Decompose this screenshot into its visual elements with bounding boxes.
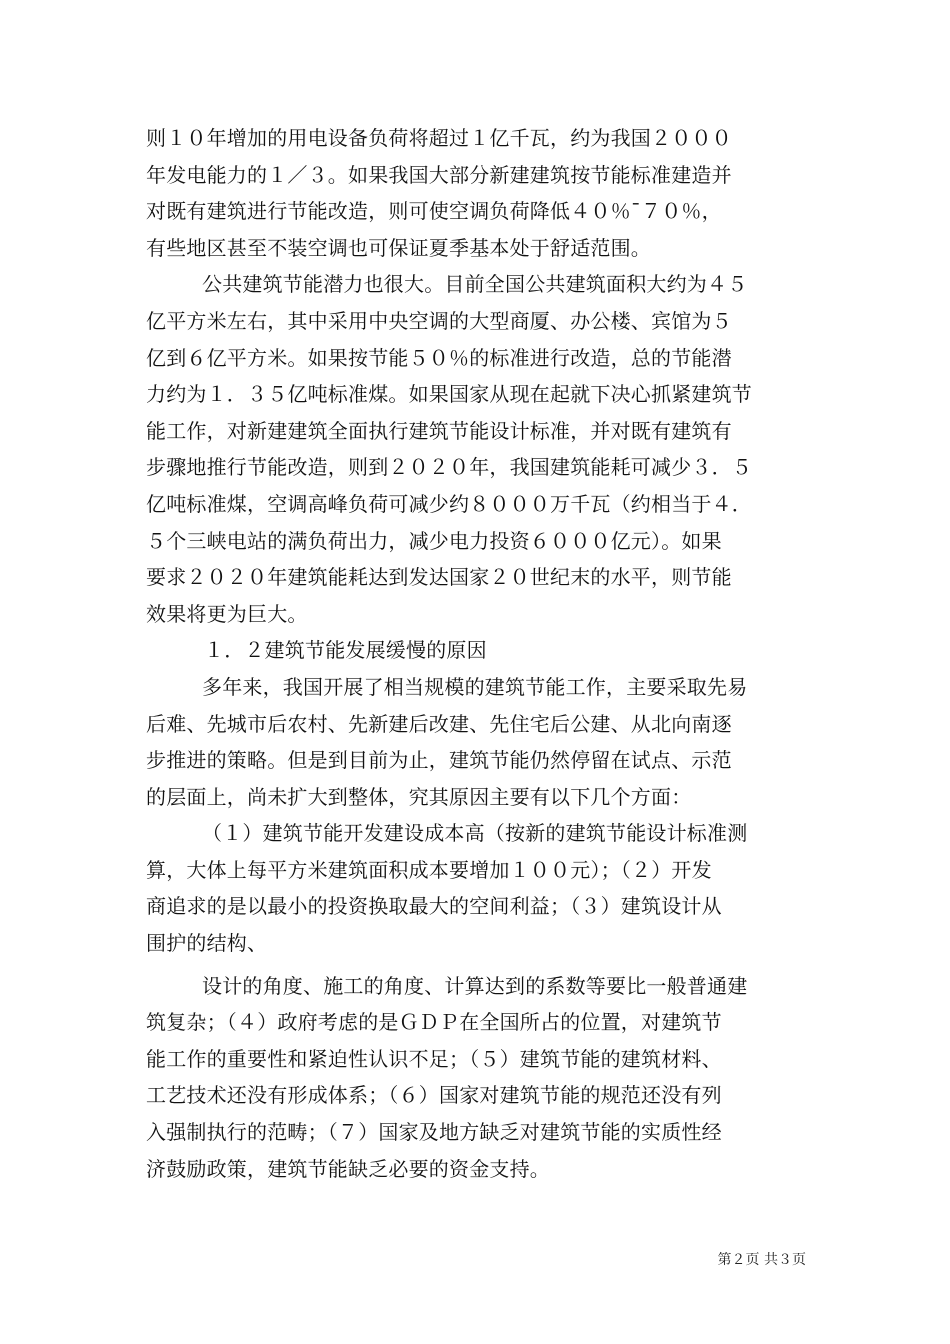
text-line: 亿吨标准煤，空调高峰负荷可减少约８０００万千瓦（约相当于４． bbox=[146, 491, 752, 516]
text-line: 亿平方米左右，其中采用中央空调的大型商厦、办公楼、宾馆为５ bbox=[146, 308, 732, 333]
text-line: 力约为１．３５亿吨标准煤。如果国家从现在起就下决心抓紧建筑节 bbox=[146, 382, 752, 407]
paragraph-start-line: 公共建筑节能潜力也很大。目前全国公共建筑面积大约为４５ bbox=[202, 272, 748, 297]
text-line: 算，大体上每平方米建筑面积成本要增加１００元）；（２）开发 bbox=[146, 857, 712, 882]
text-line: 效果将更为巨大。 bbox=[146, 601, 308, 626]
paragraph-start-line: （１）建筑节能开发建设成本高（按新的建筑节能设计标准测 bbox=[202, 821, 748, 846]
text-line: 入强制执行的范畴；（７）国家及地方缺乏对建筑节能的实质性经 bbox=[146, 1120, 722, 1145]
section-heading: １．２建筑节能发展缓慢的原因 bbox=[204, 638, 487, 663]
text-line: ５个三峡电站的满负荷出力，减少电力投资６０００亿元）。如果 bbox=[146, 528, 722, 553]
text-line: 能工作，对新建建筑全面执行建筑节能设计标准，并对既有建筑有 bbox=[146, 418, 732, 443]
text-line: 亿到６亿平方米。如果按节能５０％的标准进行改造，总的节能潜 bbox=[146, 345, 732, 370]
page-number: 第２页 共３页 bbox=[717, 1252, 806, 1268]
text-line: 商追求的是以最小的投资换取最大的空间利益；（３）建筑设计从 bbox=[146, 894, 722, 919]
text-line: 步推进的策略。但是到目前为止，建筑节能仍然停留在试点、示范 bbox=[146, 748, 732, 773]
text-line: 的层面上，尚未扩大到整体，究其原因主要有以下几个方面： bbox=[146, 784, 692, 809]
document-body bbox=[146, 120, 811, 1187]
text-line: 步骤地推行节能改造，则到２０２０年，我国建筑能耗可减少３．５ bbox=[146, 455, 752, 480]
text-line: 则１０年增加的用电设备负荷将超过１亿千瓦，约为我国２０００ bbox=[146, 126, 732, 150]
text-line: 能工作的重要性和紧迫性认识不足；（５）建筑节能的建筑材料、 bbox=[146, 1046, 722, 1071]
text-line: 有些地区甚至不装空调也可保证夏季基本处于舒适范围。 bbox=[146, 235, 651, 260]
paragraph-start-line: 多年来，我国开展了相当规模的建筑节能工作，主要采取先易 bbox=[202, 674, 748, 699]
text-line: 对既有建筑进行节能改造，则可使空调负荷降低４０％¯７０％， bbox=[146, 199, 722, 224]
text-line: 筑复杂；（４）政府考虑的是ＧＤＰ在全国所占的位置，对建筑节 bbox=[146, 1010, 722, 1035]
text-line: 年发电能力的１／３。如果我国大部分新建建筑按节能标准建造并 bbox=[146, 162, 732, 187]
text-line: 工艺技术还没有形成体系；（６）国家对建筑节能的规范还没有列 bbox=[146, 1083, 722, 1108]
text-line: 围护的结构、 bbox=[146, 931, 268, 956]
text-line: 济鼓励政策，建筑节能缺乏必要的资金支持。 bbox=[146, 1156, 550, 1181]
paragraph-start-line: 设计的角度、施工的角度、计算达到的系数等要比一般普通建 bbox=[202, 973, 748, 998]
text-line: 要求２０２０年建筑能耗达到发达国家２０世纪末的水平，则节能 bbox=[146, 565, 732, 590]
text-line: 后难、先城市后农村、先新建后改建、先住宅后公建、从北向南逐 bbox=[146, 711, 732, 736]
